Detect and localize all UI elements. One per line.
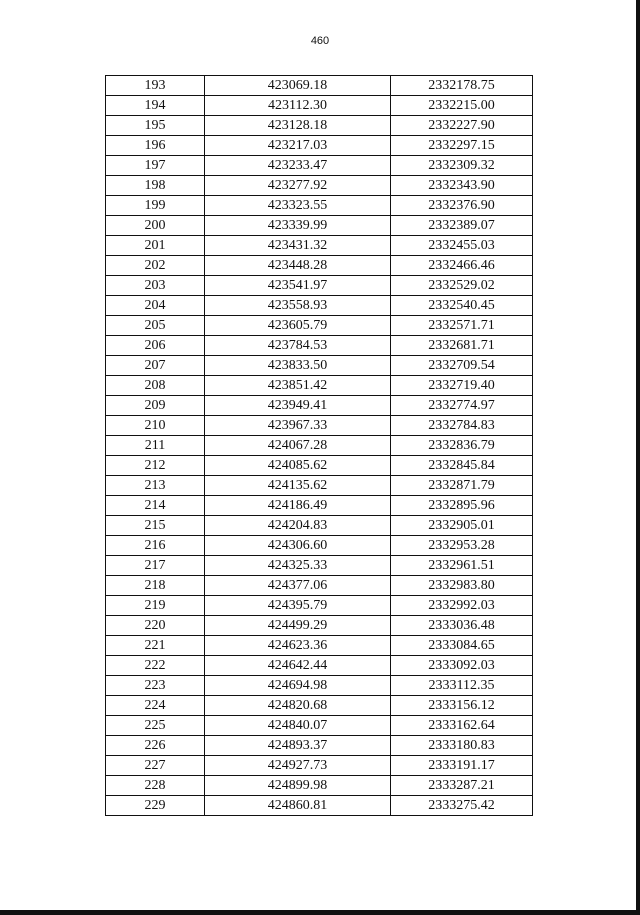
x-coordinate-cell: 424325.33 [205, 556, 391, 576]
point-number-cell: 196 [106, 136, 205, 156]
table-row [106, 636, 533, 656]
table-row [106, 416, 533, 436]
x-coordinate-cell: 424186.49 [205, 496, 391, 516]
table-row [106, 736, 533, 756]
table-row [106, 316, 533, 336]
y-coordinate-cell: 2332845.84 [391, 456, 533, 476]
table-row [106, 436, 533, 456]
x-coordinate-cell: 423833.50 [205, 356, 391, 376]
x-coordinate-cell: 424067.28 [205, 436, 391, 456]
table-row [106, 596, 533, 616]
y-coordinate-cell: 2333191.17 [391, 756, 533, 776]
x-coordinate-cell: 423851.42 [205, 376, 391, 396]
x-coordinate-cell: 424642.44 [205, 656, 391, 676]
coordinate-table [105, 75, 533, 816]
y-coordinate-cell: 2333112.35 [391, 676, 533, 696]
x-coordinate-cell: 423112.30 [205, 96, 391, 116]
y-coordinate-cell: 2332719.40 [391, 376, 533, 396]
y-coordinate-cell: 2332376.90 [391, 196, 533, 216]
x-coordinate-cell: 424694.98 [205, 676, 391, 696]
x-coordinate-cell: 424135.62 [205, 476, 391, 496]
table-row [106, 476, 533, 496]
page-number: 460 [310, 35, 330, 47]
y-coordinate-cell: 2332297.15 [391, 136, 533, 156]
y-coordinate-cell: 2332571.71 [391, 316, 533, 336]
page-edge-right [636, 0, 640, 915]
table-row [106, 176, 533, 196]
point-number-cell: 193 [106, 76, 205, 96]
y-coordinate-cell: 2333036.48 [391, 616, 533, 636]
x-coordinate-cell: 424899.98 [205, 776, 391, 796]
x-coordinate-cell: 423217.03 [205, 136, 391, 156]
point-number-cell: 209 [106, 396, 205, 416]
x-coordinate-cell: 423784.53 [205, 336, 391, 356]
table-row [106, 196, 533, 216]
y-coordinate-cell: 2332455.03 [391, 236, 533, 256]
x-coordinate-cell: 423277.92 [205, 176, 391, 196]
point-number-cell: 198 [106, 176, 205, 196]
table-row [106, 256, 533, 276]
point-number-cell: 206 [106, 336, 205, 356]
point-number-cell: 208 [106, 376, 205, 396]
table-row [106, 696, 533, 716]
x-coordinate-cell: 424499.29 [205, 616, 391, 636]
table-row [106, 156, 533, 176]
table-row [106, 576, 533, 596]
y-coordinate-cell: 2333275.42 [391, 796, 533, 816]
point-number-cell: 197 [106, 156, 205, 176]
x-coordinate-cell: 423233.47 [205, 156, 391, 176]
table-row [106, 216, 533, 236]
y-coordinate-cell: 2332871.79 [391, 476, 533, 496]
y-coordinate-cell: 2332983.80 [391, 576, 533, 596]
x-coordinate-cell: 424204.83 [205, 516, 391, 536]
point-number-cell: 212 [106, 456, 205, 476]
x-coordinate-cell: 423541.97 [205, 276, 391, 296]
table-row [106, 236, 533, 256]
table-row [106, 396, 533, 416]
y-coordinate-cell: 2332227.90 [391, 116, 533, 136]
y-coordinate-cell: 2332709.54 [391, 356, 533, 376]
point-number-cell: 217 [106, 556, 205, 576]
point-number-cell: 220 [106, 616, 205, 636]
y-coordinate-cell: 2332343.90 [391, 176, 533, 196]
y-coordinate-cell: 2333156.12 [391, 696, 533, 716]
x-coordinate-cell: 424623.36 [205, 636, 391, 656]
table-row [106, 516, 533, 536]
y-coordinate-cell: 2332529.02 [391, 276, 533, 296]
point-number-cell: 225 [106, 716, 205, 736]
x-coordinate-cell: 424085.62 [205, 456, 391, 476]
table-row [106, 376, 533, 396]
point-number-cell: 226 [106, 736, 205, 756]
y-coordinate-cell: 2332540.45 [391, 296, 533, 316]
y-coordinate-cell: 2332992.03 [391, 596, 533, 616]
point-number-cell: 219 [106, 596, 205, 616]
x-coordinate-cell: 424306.60 [205, 536, 391, 556]
table-row [106, 76, 533, 96]
x-coordinate-cell: 423069.18 [205, 76, 391, 96]
table-row [106, 116, 533, 136]
table-row [106, 616, 533, 636]
y-coordinate-cell: 2332774.97 [391, 396, 533, 416]
point-number-cell: 203 [106, 276, 205, 296]
table-row [106, 356, 533, 376]
point-number-cell: 224 [106, 696, 205, 716]
y-coordinate-cell: 2332309.32 [391, 156, 533, 176]
point-number-cell: 210 [106, 416, 205, 436]
table-row [106, 496, 533, 516]
point-number-cell: 207 [106, 356, 205, 376]
y-coordinate-cell: 2333287.21 [391, 776, 533, 796]
y-coordinate-cell: 2332784.83 [391, 416, 533, 436]
y-coordinate-cell: 2332953.28 [391, 536, 533, 556]
table-row [106, 556, 533, 576]
table-row [106, 336, 533, 356]
point-number-cell: 205 [106, 316, 205, 336]
y-coordinate-cell: 2333180.83 [391, 736, 533, 756]
x-coordinate-cell: 423448.28 [205, 256, 391, 276]
table-row [106, 456, 533, 476]
x-coordinate-cell: 423339.99 [205, 216, 391, 236]
point-number-cell: 213 [106, 476, 205, 496]
x-coordinate-cell: 423558.93 [205, 296, 391, 316]
table-row [106, 796, 533, 816]
table-row [106, 536, 533, 556]
y-coordinate-cell: 2332961.51 [391, 556, 533, 576]
point-number-cell: 195 [106, 116, 205, 136]
y-coordinate-cell: 2332466.46 [391, 256, 533, 276]
x-coordinate-cell: 424860.81 [205, 796, 391, 816]
x-coordinate-cell: 423949.41 [205, 396, 391, 416]
table-row [106, 676, 533, 696]
point-number-cell: 214 [106, 496, 205, 516]
table-row [106, 656, 533, 676]
y-coordinate-cell: 2332215.00 [391, 96, 533, 116]
x-coordinate-cell: 424395.79 [205, 596, 391, 616]
point-number-cell: 194 [106, 96, 205, 116]
table-row [106, 296, 533, 316]
table-row [106, 96, 533, 116]
table-row [106, 276, 533, 296]
y-coordinate-cell: 2333162.64 [391, 716, 533, 736]
point-number-cell: 202 [106, 256, 205, 276]
point-number-cell: 223 [106, 676, 205, 696]
point-number-cell: 200 [106, 216, 205, 236]
y-coordinate-cell: 2333084.65 [391, 636, 533, 656]
point-number-cell: 228 [106, 776, 205, 796]
y-coordinate-cell: 2332905.01 [391, 516, 533, 536]
x-coordinate-cell: 424893.37 [205, 736, 391, 756]
x-coordinate-cell: 423431.32 [205, 236, 391, 256]
y-coordinate-cell: 2332895.96 [391, 496, 533, 516]
point-number-cell: 215 [106, 516, 205, 536]
point-number-cell: 216 [106, 536, 205, 556]
point-number-cell: 201 [106, 236, 205, 256]
y-coordinate-cell: 2332681.71 [391, 336, 533, 356]
x-coordinate-cell: 424840.07 [205, 716, 391, 736]
x-coordinate-cell: 424377.06 [205, 576, 391, 596]
x-coordinate-cell: 424820.68 [205, 696, 391, 716]
point-number-cell: 199 [106, 196, 205, 216]
y-coordinate-cell: 2333092.03 [391, 656, 533, 676]
x-coordinate-cell: 423128.18 [205, 116, 391, 136]
x-coordinate-cell: 423323.55 [205, 196, 391, 216]
table-row [106, 136, 533, 156]
point-number-cell: 221 [106, 636, 205, 656]
point-number-cell: 229 [106, 796, 205, 816]
x-coordinate-cell: 423967.33 [205, 416, 391, 436]
point-number-cell: 222 [106, 656, 205, 676]
y-coordinate-cell: 2332389.07 [391, 216, 533, 236]
y-coordinate-cell: 2332836.79 [391, 436, 533, 456]
x-coordinate-cell: 423605.79 [205, 316, 391, 336]
point-number-cell: 218 [106, 576, 205, 596]
point-number-cell: 211 [106, 436, 205, 456]
x-coordinate-cell: 424927.73 [205, 756, 391, 776]
point-number-cell: 204 [106, 296, 205, 316]
y-coordinate-cell: 2332178.75 [391, 76, 533, 96]
coordinate-table-body [106, 76, 533, 816]
table-row [106, 756, 533, 776]
page-edge-bottom [0, 910, 640, 915]
table-row [106, 716, 533, 736]
point-number-cell: 227 [106, 756, 205, 776]
table-row [106, 776, 533, 796]
